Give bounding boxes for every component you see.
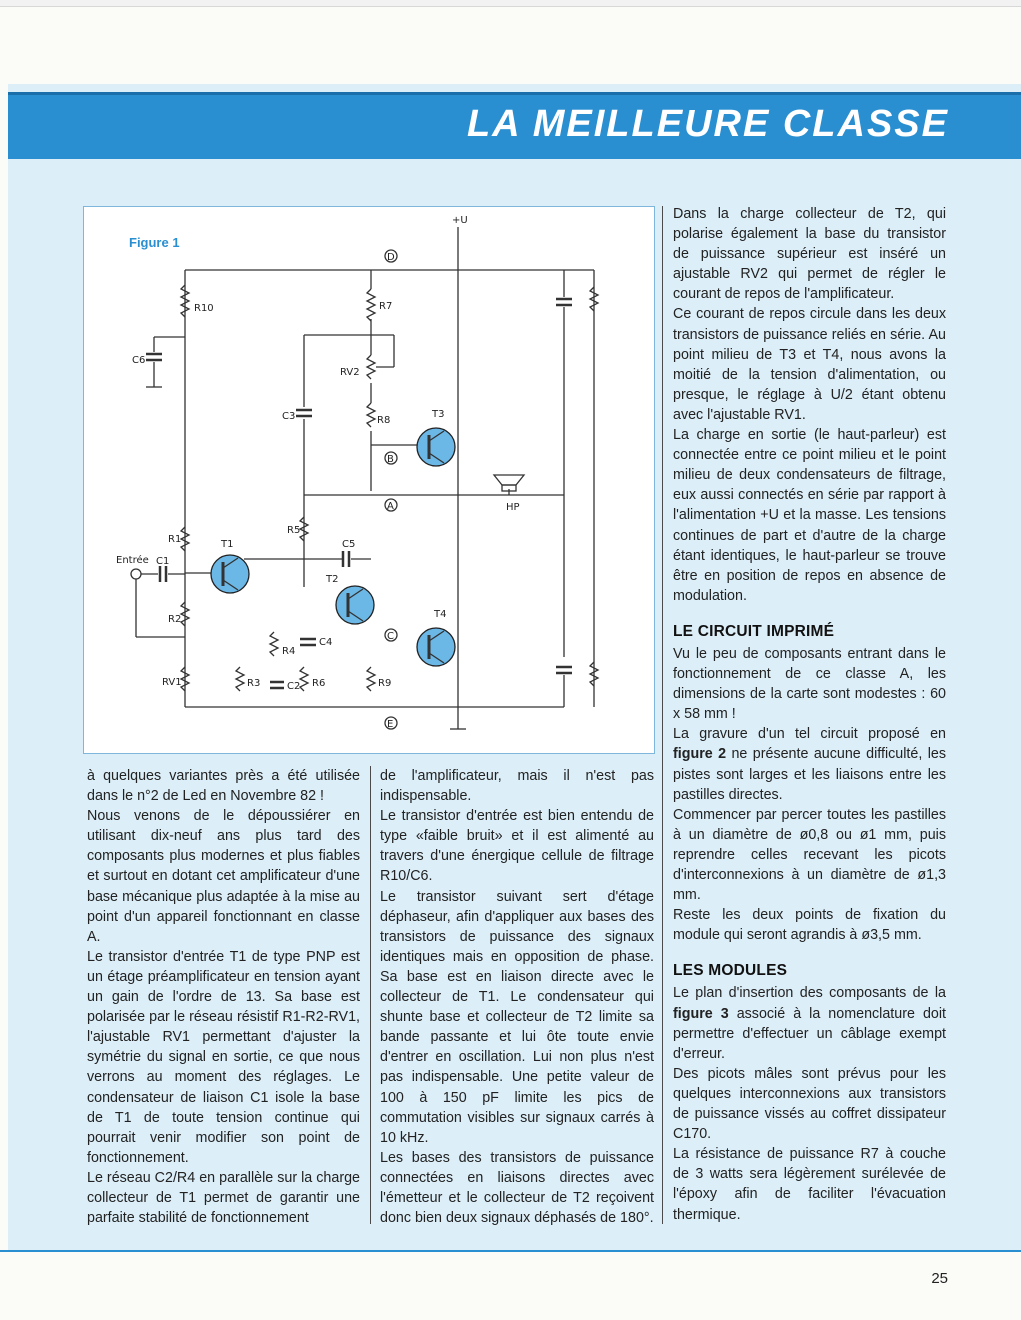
col3-paragraph	[673, 983, 946, 1063]
label-c4: C4	[319, 637, 333, 648]
col2-paragraph: de l'amplificateur, mais il n'est pas indispensable.	[380, 768, 654, 805]
label-c3: C3	[282, 411, 296, 422]
label-t2: T2	[326, 574, 339, 585]
section-heading-circuit: LE CIRCUIT IMPRIMÉ	[673, 622, 835, 640]
label-c2: C2	[287, 681, 301, 692]
col3-paragraph: Vu le peu de composants entrant dans le fonctionnement de ce classe A, les dimensions de la carte sont modestes : 60 x 58 mm !	[673, 645, 946, 723]
label-rv1: RV1	[162, 677, 182, 688]
text-column-1	[87, 766, 360, 1228]
page-number: 25	[931, 1270, 948, 1287]
figure-ref: figure 2	[673, 746, 727, 763]
text-span: La gravure d'un tel circuit proposé en	[673, 726, 946, 743]
title-banner	[8, 92, 1021, 159]
col2-paragraph: Le transistor suivant sert d'étage déphaseur, afin d'appliquer aux bases des transistors de puissance des signaux identiques mais en opposition de phase. Sa base est en liaison directe avec le collecteur de T1. Le condensateur qui shunte base et collecteur de T2 limite sa bande passante et lui ôte toute envie d'entrer en oscillation. Lui non plus n'est pas indispensable. Une petite valeur de 100 à 150 pF limite les pics de commutation visibles sur signaux carrés à 10 kHz.	[380, 888, 654, 1146]
schematic-diagram	[84, 207, 654, 753]
label-r1: R1	[168, 534, 182, 545]
col2-paragraph: Les bases des transistors de puissance connectées en liaisons directes avec l'émetteur et le collecteur de T2 reçoivent donc bien deux signaux déphasés de 180°.	[380, 1149, 654, 1227]
page-title: LA MEILLEURE CLASSE	[466, 103, 949, 145]
col3-paragraph: Dans la charge collecteur de T2, qui polarise également la base du transistor de puissance supérieur est inséré un ajustable RV2 qui permet de régler le courant de repos de l'amplificateur.	[673, 206, 946, 303]
node-e: E	[387, 719, 394, 730]
label-c5: C5	[342, 539, 356, 550]
label-t3: T3	[432, 409, 445, 420]
column-divider-2	[662, 206, 663, 1224]
label-c1: C1	[156, 556, 170, 567]
node-a: A	[387, 501, 394, 512]
label-r8: R8	[377, 415, 391, 426]
col2-paragraph: Le transistor d'entrée est bien entendu de type «faible bruit» et il est alimenté au travers d'une énergique cellule de filtrage R10/C6.	[380, 808, 654, 885]
label-t4: T4	[434, 609, 447, 620]
label-r7: R7	[379, 301, 393, 312]
label-entree: Entrée	[116, 555, 149, 566]
figure-ref: figure 3	[673, 1005, 729, 1022]
col1-paragraph: Nous venons de le dépoussiérer en utilisant dix-neuf ans plus tard des composants plus modernes et plus fiables et surtout en dotant cet amplificateur d'une base mécanique plus adaptée à la mise au point d'un appareil fonctionnant en classe A.	[87, 808, 360, 945]
label-r10: R10	[194, 303, 214, 314]
label-c6: C6	[132, 355, 146, 366]
text-span: Le plan d'insertion des composants de la	[673, 985, 946, 1002]
label-r3: R3	[247, 678, 261, 689]
col3-paragraph: La résistance de puissance R7 à couche de 3 watts sera légèrement surélevée de l'époxy afin de faciliter l'évacuation thermique.	[673, 1146, 946, 1223]
col1-paragraph: à quelques variantes près a été utilisée dans le n°2 de Led en Novembre 82 !	[87, 768, 360, 805]
label-rv2: RV2	[340, 367, 360, 378]
section-heading-modules: LES MODULES	[673, 962, 788, 980]
col3-paragraph: Commencer par percer toutes les pastilles à un diamètre de ø0,8 ou ø1 mm, puis reprendre celles recevant les picots d'interconnexions à un diamètre de ø1,3 mm.	[673, 806, 946, 904]
node-c: C	[387, 631, 394, 642]
col3-paragraph	[673, 724, 946, 804]
col3-paragraph: La charge en sortie (le haut-parleur) est connectée entre ce point milieu et le point milieu de deux condensateurs de filtrage, eux aussi connectés en série par rapport à l'alimentation +U et la masse. Les tensions continues de part et d'autre de la charge étant identiques, le haut-parleur se trouve être en position de repos en absence de modulation.	[673, 427, 946, 604]
col1-paragraph: Le réseau C2/R4 en parallèle sur la charge collecteur de T1 permet de garantir une parfaite stabilité de fonctionnement	[87, 1169, 360, 1227]
figure-1	[83, 206, 655, 754]
text-column-3	[673, 204, 946, 1225]
bottom-rule	[0, 1250, 1021, 1252]
column-divider-1	[370, 766, 371, 1224]
node-d: D	[387, 252, 395, 263]
figure-caption: Figure 1	[129, 235, 180, 250]
label-r6: R6	[312, 678, 326, 689]
text-span: associé à la nomenclature doit permettre d'effectuer un câblage exempt d'erreur.	[673, 1005, 947, 1062]
text-span: ne présente aucune difficulté, les pistes sont larges et les liaisons entre les pastilles directes.	[673, 746, 946, 803]
col3-paragraph: Ce courant de repos circule dans les deux transistors de puissance reliés en série. Au point milieu de T3 et T4, nous avons la moitié de la tension d'alimentation, ou presque, le réglage à U/2 étant obtenu avec l'ajustable RV1.	[673, 306, 946, 423]
top-edge	[0, 0, 1021, 7]
text-column-2	[380, 766, 654, 1228]
col3-paragraph: Reste les deux points de fixation du module qui seront agrandis à ø3,5 mm.	[673, 907, 946, 944]
supply-label: +U	[452, 215, 468, 226]
col3-paragraph: Des picots mâles sont prévus pour les quelques interconnexions aux transistors de puissance vissés au coffret dissipateur C170.	[673, 1065, 946, 1143]
label-r4: R4	[282, 646, 296, 657]
label-t1: T1	[221, 539, 234, 550]
label-hp: HP	[506, 502, 520, 513]
node-b: B	[387, 454, 394, 465]
label-r2: R2	[168, 614, 182, 625]
label-r9: R9	[378, 678, 392, 689]
col1-paragraph: Le transistor d'entrée T1 de type PNP est un étage préamplificateur en tension ayant un gain de l'ordre de 13. Sa base est polarisée par le réseau résistif R1-R2-RV1, l'ajustable RV1 permettant d'ajuster la symétrie du signal en sortie, ce que nous verrons au moment des réglages. Le condensateur de liaison C1 isole la base de T1 de toute tension continue qui pourrait venir modifier son point de fonctionnement.	[87, 948, 360, 1166]
label-r5: R5	[287, 525, 301, 536]
